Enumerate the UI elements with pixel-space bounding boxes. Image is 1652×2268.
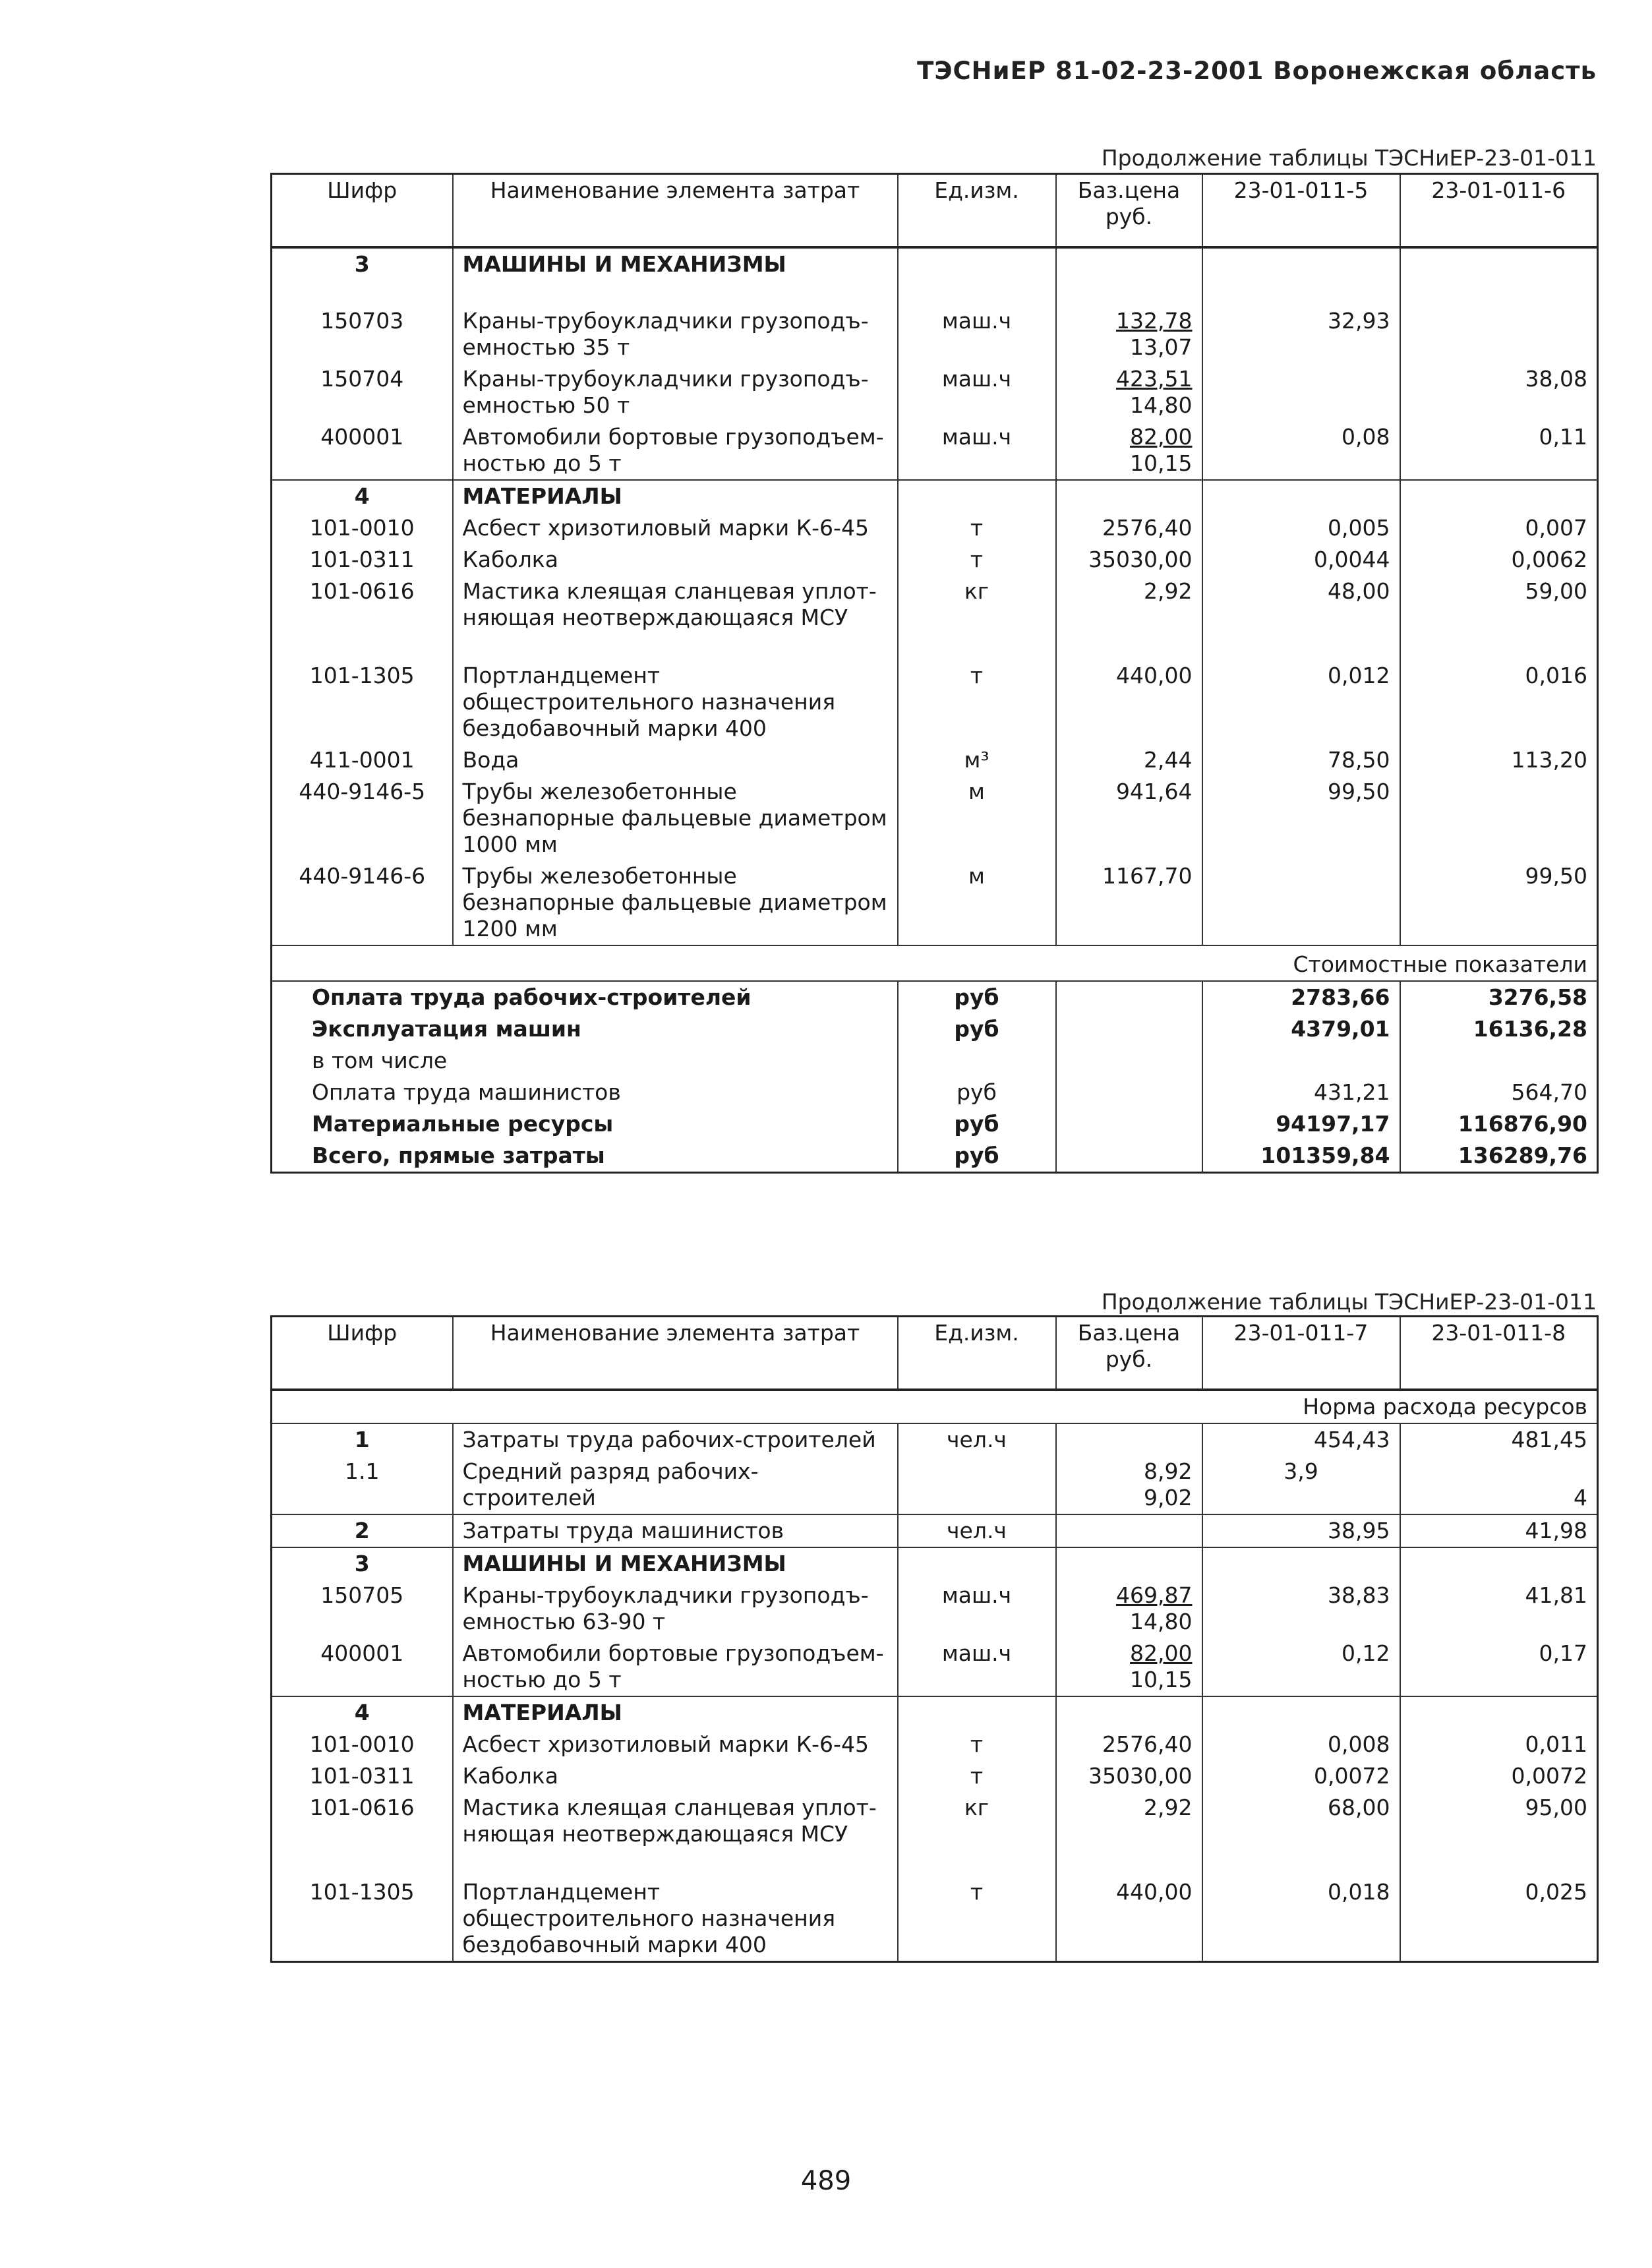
code-cell: 101-0010 xyxy=(272,512,453,544)
value-cell: 59,00 xyxy=(1400,576,1598,660)
summary-value: 94197,17 xyxy=(1202,1108,1400,1140)
value-cell: 0,018 xyxy=(1202,1876,1400,1962)
code-cell: 440-9146-6 xyxy=(272,860,453,945)
name-cell: Портландцемент общестроительного назначения бездобавочный марки 400 xyxy=(453,1876,898,1962)
code-cell: 101-0010 xyxy=(272,1729,453,1760)
col-header: Шифр xyxy=(272,1317,453,1390)
price-cell: 35030,00 xyxy=(1056,544,1202,576)
table-row xyxy=(272,1423,1598,1456)
price-cell: 2576,40 xyxy=(1056,1729,1202,1760)
summary-label: Материальные ресурсы xyxy=(272,1108,898,1140)
value-cell: 0,0072 xyxy=(1202,1760,1400,1792)
summary-value: 431,21 xyxy=(1202,1077,1400,1108)
value-cell: 0,025 xyxy=(1400,1876,1598,1962)
name-cell: Краны-трубоукладчики грузоподъ-емностью 35 т xyxy=(453,305,898,363)
section-title: МАШИНЫ И МЕХАНИЗМЫ xyxy=(453,247,898,280)
code-cell: 101-0311 xyxy=(272,1760,453,1792)
summary-row xyxy=(272,1140,1598,1173)
price-cell: 2576,40 xyxy=(1056,512,1202,544)
summary-row xyxy=(272,1013,1598,1045)
estimate-table-2 xyxy=(270,1315,1599,1963)
value-cell: 454,43 xyxy=(1202,1423,1400,1456)
section-title: МАТЕРИАЛЫ xyxy=(453,1696,898,1729)
unit-cell: чел.ч xyxy=(898,1423,1056,1456)
name-cell: Мастика клеящая сланцевая уплот-няющая неотверждающаяся МСУ xyxy=(453,576,898,660)
price-cell xyxy=(1056,421,1202,480)
table-row xyxy=(272,363,1598,421)
price-cell xyxy=(1056,1638,1202,1696)
section-row xyxy=(272,247,1598,280)
price-value: 469,87 xyxy=(1116,1582,1193,1608)
code-cell: 440-9146-5 xyxy=(272,776,453,860)
name-cell: Автомобили бортовые грузоподъем-ностью до 5 т xyxy=(453,421,898,480)
summary-label: Всего, прямые затраты xyxy=(272,1140,898,1173)
section-row xyxy=(272,1696,1598,1729)
name-cell: Вода xyxy=(453,744,898,776)
name-cell: Затраты труда машинистов xyxy=(453,1514,898,1547)
price-value: 132,78 xyxy=(1116,308,1193,334)
cost-indicators-label: Стоимостные показатели xyxy=(272,945,1598,981)
code-cell: 150703 xyxy=(272,305,453,363)
value-cell: 3,9 xyxy=(1202,1456,1400,1514)
value-cell: 0,005 xyxy=(1202,512,1400,544)
name-cell: Краны-трубоукладчики грузоподъ-емностью 63-90 т xyxy=(453,1580,898,1638)
section-row xyxy=(272,1547,1598,1580)
summary-row xyxy=(272,981,1598,1013)
summary-value: 136289,76 xyxy=(1400,1140,1598,1173)
unit-cell: чел.ч xyxy=(898,1514,1056,1547)
summary-label: в том числе xyxy=(272,1045,898,1077)
value-cell: 0,17 xyxy=(1400,1638,1598,1696)
summary-value: 564,70 xyxy=(1400,1077,1598,1108)
name-cell: Трубы железобетонные безнапорные фальцевые диаметром 1000 мм xyxy=(453,776,898,860)
summary-value: 4379,01 xyxy=(1202,1013,1400,1045)
table-row xyxy=(272,544,1598,576)
col-header: 23-01-011-5 xyxy=(1202,174,1400,248)
code-cell: 411-0001 xyxy=(272,744,453,776)
summary-row xyxy=(272,1077,1598,1108)
col-header: Баз.цена руб. xyxy=(1056,1317,1202,1390)
price-cell: 941,64 xyxy=(1056,776,1202,860)
table-row xyxy=(272,1638,1598,1696)
summary-value: 116876,90 xyxy=(1400,1108,1598,1140)
section-number: 3 xyxy=(272,1547,453,1580)
value-cell: 99,50 xyxy=(1400,860,1598,945)
value-cell: 68,00 xyxy=(1202,1792,1400,1876)
price-cell: 440,00 xyxy=(1056,660,1202,744)
name-cell: Асбест хризотиловый марки К-6-45 xyxy=(453,1729,898,1760)
grade-cell xyxy=(1056,1456,1202,1514)
price-cell: 35030,00 xyxy=(1056,1760,1202,1792)
unit-cell: т xyxy=(898,660,1056,744)
value-cell: 0,011 xyxy=(1400,1729,1598,1760)
value-cell: 38,95 xyxy=(1202,1514,1400,1547)
price-value: 82,00 xyxy=(1130,424,1193,450)
grade-value: 4 xyxy=(1574,1485,1587,1510)
table-row xyxy=(272,512,1598,544)
value-cell: 113,20 xyxy=(1400,744,1598,776)
summary-unit: руб xyxy=(898,1140,1056,1173)
col-header: Наименование элемента затрат xyxy=(453,174,898,248)
code-cell: 1.1 xyxy=(272,1456,453,1514)
value-cell: 0,0062 xyxy=(1400,544,1598,576)
table-row xyxy=(272,776,1598,860)
code-cell: 101-0311 xyxy=(272,544,453,576)
price-cell xyxy=(1056,1580,1202,1638)
value-cell: 78,50 xyxy=(1202,744,1400,776)
table-header-row xyxy=(272,1317,1598,1390)
code-cell: 150705 xyxy=(272,1580,453,1638)
unit-cell: маш.ч xyxy=(898,363,1056,421)
price-cell: 2,92 xyxy=(1056,576,1202,660)
col-header: Шифр xyxy=(272,174,453,248)
col-header: 23-01-011-7 xyxy=(1202,1317,1400,1390)
table-row xyxy=(272,1729,1598,1760)
summary-unit: руб xyxy=(898,981,1056,1013)
table-row xyxy=(272,421,1598,480)
name-cell: Каболка xyxy=(453,1760,898,1792)
summary-value: 2783,66 xyxy=(1202,981,1400,1013)
name-cell: Каболка xyxy=(453,544,898,576)
table-row xyxy=(272,860,1598,945)
price-driver-wage: 14,80 xyxy=(1130,1609,1193,1634)
summary-row xyxy=(272,1045,1598,1077)
value-cell: 0,008 xyxy=(1202,1729,1400,1760)
price-value: 82,00 xyxy=(1130,1640,1193,1666)
value-cell xyxy=(1400,1456,1598,1514)
table-caption: Продолжение таблицы ТЭСНиЕР-23-01-011 xyxy=(1101,1289,1597,1315)
value-cell xyxy=(1400,776,1598,860)
col-header: 23-01-011-6 xyxy=(1400,174,1598,248)
section-number: 3 xyxy=(272,247,453,280)
name-cell: Средний разряд рабочих-строителей xyxy=(453,1456,898,1514)
value-cell: 41,81 xyxy=(1400,1580,1598,1638)
summary-unit: руб xyxy=(898,1108,1056,1140)
summary-unit: руб xyxy=(898,1013,1056,1045)
code-cell: 101-0616 xyxy=(272,576,453,660)
price-driver-wage: 13,07 xyxy=(1130,334,1193,360)
col-header: 23-01-011-8 xyxy=(1400,1317,1598,1390)
value-cell: 0,0072 xyxy=(1400,1760,1598,1792)
cost-indicators-row xyxy=(272,945,1598,981)
summary-value: 101359,84 xyxy=(1202,1140,1400,1173)
table-caption: Продолжение таблицы ТЭСНиЕР-23-01-011 xyxy=(1101,145,1597,171)
price-cell xyxy=(1056,305,1202,363)
value-cell xyxy=(1400,305,1598,363)
table-row xyxy=(272,1760,1598,1792)
price-value: 423,51 xyxy=(1116,366,1193,392)
price-driver-wage: 10,15 xyxy=(1130,1667,1193,1692)
table-row xyxy=(272,1580,1598,1638)
value-cell: 481,45 xyxy=(1400,1423,1598,1456)
section-title: МАТЕРИАЛЫ xyxy=(453,480,898,512)
unit-cell: кг xyxy=(898,1792,1056,1876)
value-cell xyxy=(1202,363,1400,421)
code-cell: 1 xyxy=(272,1423,453,1456)
code-cell: 400001 xyxy=(272,421,453,480)
table-row xyxy=(272,1514,1598,1547)
value-cell: 95,00 xyxy=(1400,1792,1598,1876)
unit-cell: т xyxy=(898,1760,1056,1792)
unit-cell: т xyxy=(898,512,1056,544)
name-cell: Автомобили бортовые грузоподъем-ностью до 5 т xyxy=(453,1638,898,1696)
unit-cell: т xyxy=(898,1729,1056,1760)
price-cell: 2,92 xyxy=(1056,1792,1202,1876)
norm-label-row xyxy=(272,1390,1598,1423)
table-row xyxy=(272,305,1598,363)
name-cell: Портландцемент общестроительного назначения бездобавочный марки 400 xyxy=(453,660,898,744)
name-cell: Асбест хризотиловый марки К-6-45 xyxy=(453,512,898,544)
value-cell: 41,98 xyxy=(1400,1514,1598,1547)
col-header: Баз.цена руб. xyxy=(1056,174,1202,248)
value-cell: 0,007 xyxy=(1400,512,1598,544)
code-cell: 2 xyxy=(272,1514,453,1547)
value-cell: 0,0044 xyxy=(1202,544,1400,576)
price-cell: 1167,70 xyxy=(1056,860,1202,945)
code-cell: 101-0616 xyxy=(272,1792,453,1876)
summary-value: 3276,58 xyxy=(1400,981,1598,1013)
name-cell: Затраты труда рабочих-строителей xyxy=(453,1423,898,1456)
table-row xyxy=(272,1792,1598,1876)
value-cell: 0,016 xyxy=(1400,660,1598,744)
table-header-row xyxy=(272,174,1598,248)
section-title: МАШИНЫ И МЕХАНИЗМЫ xyxy=(453,1547,898,1580)
table-row xyxy=(272,744,1598,776)
estimate-table-1 xyxy=(270,173,1599,1174)
unit-cell: маш.ч xyxy=(898,305,1056,363)
name-cell: Мастика клеящая сланцевая уплот-няющая неотверждающаяся МСУ xyxy=(453,1792,898,1876)
name-cell: Краны-трубоукладчики грузоподъ-емностью 50 т xyxy=(453,363,898,421)
page-header: ТЭСНиЕР 81-02-23-2001 Воронежская область xyxy=(917,57,1597,85)
unit-cell: кг xyxy=(898,576,1056,660)
price-driver-wage: 10,15 xyxy=(1130,450,1193,476)
section-number: 4 xyxy=(272,480,453,512)
value-cell: 38,08 xyxy=(1400,363,1598,421)
value-cell: 0,08 xyxy=(1202,421,1400,480)
summary-value: 16136,28 xyxy=(1400,1013,1598,1045)
unit-cell: т xyxy=(898,544,1056,576)
unit-cell: м xyxy=(898,860,1056,945)
summary-row xyxy=(272,1108,1598,1140)
value-cell xyxy=(1202,860,1400,945)
grade-value: 8,92 xyxy=(1144,1458,1193,1484)
value-cell: 0,012 xyxy=(1202,660,1400,744)
col-header: Ед.изм. xyxy=(898,174,1056,248)
norm-label: Норма расхода ресурсов xyxy=(272,1390,1598,1423)
table-row xyxy=(272,660,1598,744)
name-cell: Трубы железобетонные безнапорные фальцевые диаметром 1200 мм xyxy=(453,860,898,945)
price-cell: 440,00 xyxy=(1056,1876,1202,1962)
unit-cell: м³ xyxy=(898,744,1056,776)
summary-unit: руб xyxy=(898,1077,1056,1108)
table-row xyxy=(272,576,1598,660)
col-header: Ед.изм. xyxy=(898,1317,1056,1390)
table-row xyxy=(272,1456,1598,1514)
code-cell: 400001 xyxy=(272,1638,453,1696)
unit-cell: т xyxy=(898,1876,1056,1962)
unit-cell: маш.ч xyxy=(898,421,1056,480)
page-number: 489 xyxy=(800,2166,852,2196)
code-cell: 101-1305 xyxy=(272,1876,453,1962)
value-cell: 38,83 xyxy=(1202,1580,1400,1638)
value-cell: 48,00 xyxy=(1202,576,1400,660)
price-cell: 2,44 xyxy=(1056,744,1202,776)
table-row xyxy=(272,1876,1598,1962)
summary-label: Оплата труда рабочих-строителей xyxy=(272,981,898,1013)
value-cell: 32,93 xyxy=(1202,305,1400,363)
grade-value: 9,02 xyxy=(1144,1485,1193,1510)
summary-label: Эксплуатация машин xyxy=(272,1013,898,1045)
value-cell: 0,11 xyxy=(1400,421,1598,480)
col-header: Наименование элемента затрат xyxy=(453,1317,898,1390)
price-cell xyxy=(1056,363,1202,421)
unit-cell: м xyxy=(898,776,1056,860)
value-cell: 0,12 xyxy=(1202,1638,1400,1696)
unit-cell: маш.ч xyxy=(898,1580,1056,1638)
summary-label: Оплата труда машинистов xyxy=(272,1077,898,1108)
value-cell: 99,50 xyxy=(1202,776,1400,860)
code-cell: 150704 xyxy=(272,363,453,421)
price-driver-wage: 14,80 xyxy=(1130,392,1193,418)
section-row xyxy=(272,480,1598,512)
unit-cell: маш.ч xyxy=(898,1638,1056,1696)
section-number: 4 xyxy=(272,1696,453,1729)
code-cell: 101-1305 xyxy=(272,660,453,744)
